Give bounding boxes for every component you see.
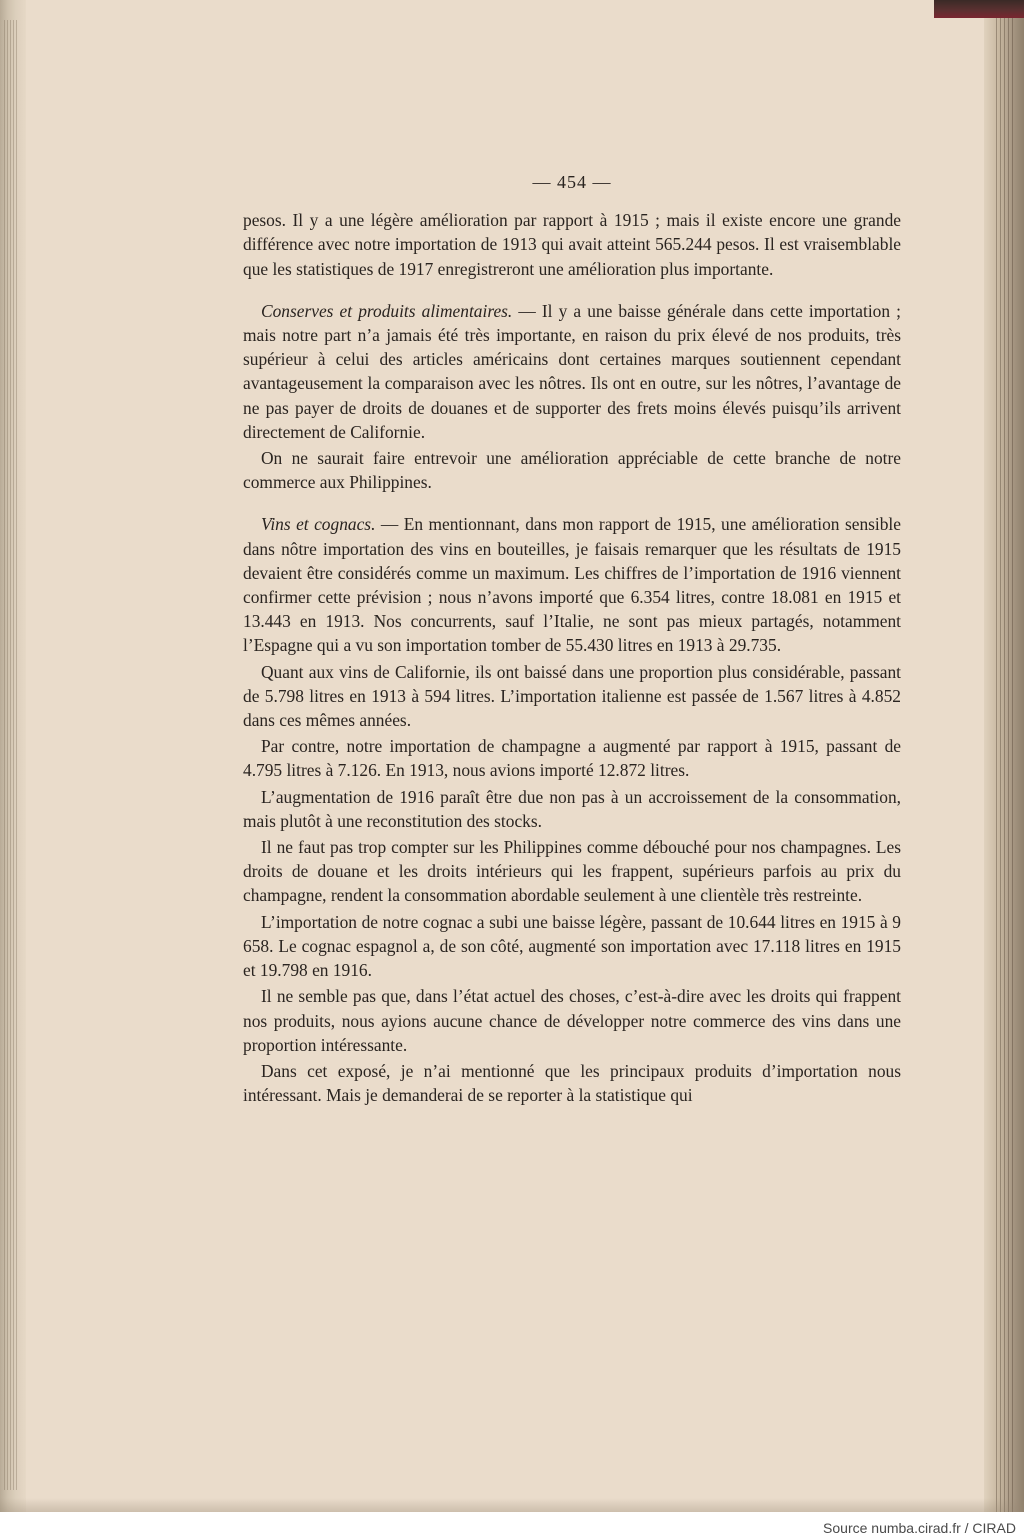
paragraph-1 <box>243 208 901 281</box>
page-edges-left <box>4 20 18 1490</box>
paragraph-5 <box>243 660 901 733</box>
paragraph-2 <box>243 299 901 444</box>
paragraph-4 <box>243 512 901 657</box>
book-edge-right <box>984 0 1024 1512</box>
paragraph-text: Par contre, notre importation de champagne a augmenté par rapport à 1915, passant de 4.795 litres à 7.126. En 1913, nous avions importé 12.872 litres. <box>243 736 901 781</box>
paragraph-9 <box>243 910 901 983</box>
source-credit: Source numba.cirad.fr / CIRAD <box>823 1520 1016 1536</box>
paragraph-8 <box>243 835 901 908</box>
page-edges-right <box>996 0 1016 1512</box>
paragraph-text: Il ne faut pas trop compter sur les Philippines comme débouché pour nos champagnes. Les droits de douane et les droits intérieurs qui les frappent, supérieurs parfois au prix du champagne, rendent la consommation abordable seulement à une clientèle très restreinte. <box>243 837 901 906</box>
paragraph-text: Quant aux vins de Californie, ils ont baissé dans une proportion plus considérable, passant de 5.798 litres en 1913 à 594 litres. L’importation italienne est passée de 1.567 litres à 4.852 dans ces mêmes années. <box>243 661 901 731</box>
paragraph-text: pesos. Il y a une légère amélioration par rapport à 1915 ; mais il existe encore une grande différence avec notre importation de 1913 qui avait atteint 565.244 pesos. Il est vraisemblable que les statistiques de 1917 enregistreront une amélioration plus importante. <box>243 210 901 279</box>
page-number: — 454 — <box>532 172 612 192</box>
paragraph-text: Dans cet exposé, je n’ai mentionné que les principaux produits d’importation nous intéressant. Mais je demanderai de se reporter à la statistique qui <box>243 1060 901 1106</box>
paragraph-10 <box>243 984 901 1057</box>
paragraph-text: On ne saurait faire entrevoir une amélioration appréciable de cette branche de notre commerce aux Philippines. <box>243 448 901 493</box>
paragraph-3 <box>243 446 901 494</box>
binding-corner <box>934 0 1024 18</box>
paragraph-text: L’augmentation de 1916 paraît être due non pas à un accroissement de la consommation, mais plutôt à une reconstitution des stocks. <box>243 786 901 831</box>
page-content <box>243 170 901 1109</box>
section-heading: Vins et cognacs. <box>261 514 376 535</box>
bottom-shadow <box>0 1498 1024 1512</box>
section-heading: Conserves et produits alimentaires. <box>261 300 513 321</box>
paragraph-11 <box>243 1059 901 1107</box>
book-gutter-left <box>0 0 26 1512</box>
paragraph-6 <box>243 734 901 782</box>
paragraph-text: — En mentionnant, dans mon rapport de 1915, une amélioration sensible dans nôtre importation des vins en bouteilles, je faisais remarquer que les résultats de 1915 devaient être considérés comme un maximum. Les chiffres de l’importation de 1916 viennent confirmer cette prévision ; nous n’avons importé que 6.354 litres, contre 18.081 en 1915 et 13.443 en 1913. Nos concurrents, sauf l’Italie, ne sont pas mieux partagés, notamment l’Espagne qui a vu son importation tomber de 55.430 litres en 1913 à 29.735. <box>243 514 901 656</box>
paragraph-text: Il ne semble pas que, dans l’état actuel des choses, c’est-à-dire avec les droits qui frappent nos produits, nous ayions aucune chance de développer notre commerce des vins dans une proportion intéressante. <box>243 986 901 1055</box>
paragraph-7 <box>243 785 901 833</box>
paragraph-text: L’importation de notre cognac a subi une baisse légère, passant de 10.644 litres en 1915 à 9 658. Le cognac espagnol a, de son côté, augmenté son importation avec 17.118 litres en 1915 et 19.798 en 1916. <box>243 911 901 981</box>
paragraph-text: — Il y a une baisse générale dans cette importation ; mais notre part n’a jamais été très importante, en raison du prix élevé de nos produits, très supérieur à celui des articles américains dont certaines marques soutiennent cependant avantageusement la comparaison avec les nôtres. Ils ont en outre, sur les nôtres, l’avantage de ne pas payer de droits de douanes et de supporter des frets moins élevés puisqu’ils arrivent directement de Californie. <box>243 300 901 442</box>
